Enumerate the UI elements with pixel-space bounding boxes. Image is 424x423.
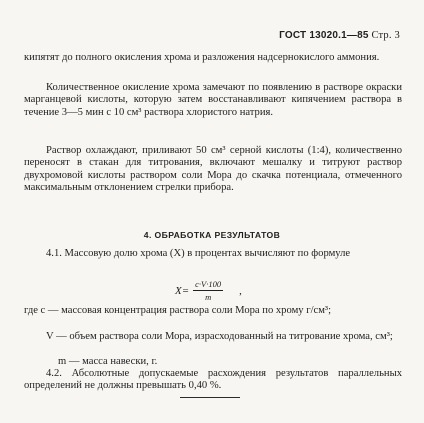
formula-lhs: X= — [175, 284, 190, 297]
paragraph-oxidation: Количественное окисление хрома замечают по появлению в растворе окраски марганцевой кислоты, которую затем восстанавливают кипячением раствора в течение 3—5 мин с 10 см³ раствора хлористого натрия. — [24, 82, 402, 118]
item-4-1 — [24, 248, 402, 260]
legend-c: где c — массовая концентрация раствора соли Мора по хрому г/см³; — [24, 305, 332, 316]
formula — [175, 279, 242, 302]
item-4-1-text: 4.1. Массовую долю хрома (X) в процентах вычисляют по формуле — [46, 248, 351, 259]
legend-v: V — объем раствора соли Мора, израсходованный на титрование хрома, см³; — [46, 331, 393, 342]
paragraph-continuation: кипятят до полного окисления хрома и разложения надсернокислого аммония. — [24, 52, 380, 63]
legend-m: m — масса навески, г. — [58, 356, 158, 367]
formula-numerator: c·V·100 — [195, 279, 222, 289]
end-rule — [180, 397, 240, 398]
formula-fraction — [193, 279, 223, 302]
formula-denominator: m — [205, 292, 212, 302]
paragraph-titration: Раствор охлаждают, приливают 50 см³ серной кислоты (1:4), количественно переносят в стакан для титрования, включают мешалку и титруют раствор двухромовой кислоты раствором соли Мора до скачка потенциала, отмеченного максимальным отклонением стрелки прибора. — [24, 145, 402, 193]
section-title: 4. ОБРАБОТКА РЕЗУЛЬТАТОВ — [143, 230, 281, 240]
item-4-2: 4.2. Абсолютные допускаемые расхождения результатов параллельных определений не должны превышать 0,40 %. — [24, 368, 402, 392]
page-number: Стр. 3 — [371, 30, 400, 41]
standard-number: ГОСТ 13020.1—85 — [279, 30, 369, 41]
formula-comma: , — [239, 284, 242, 297]
page-header — [279, 30, 400, 41]
